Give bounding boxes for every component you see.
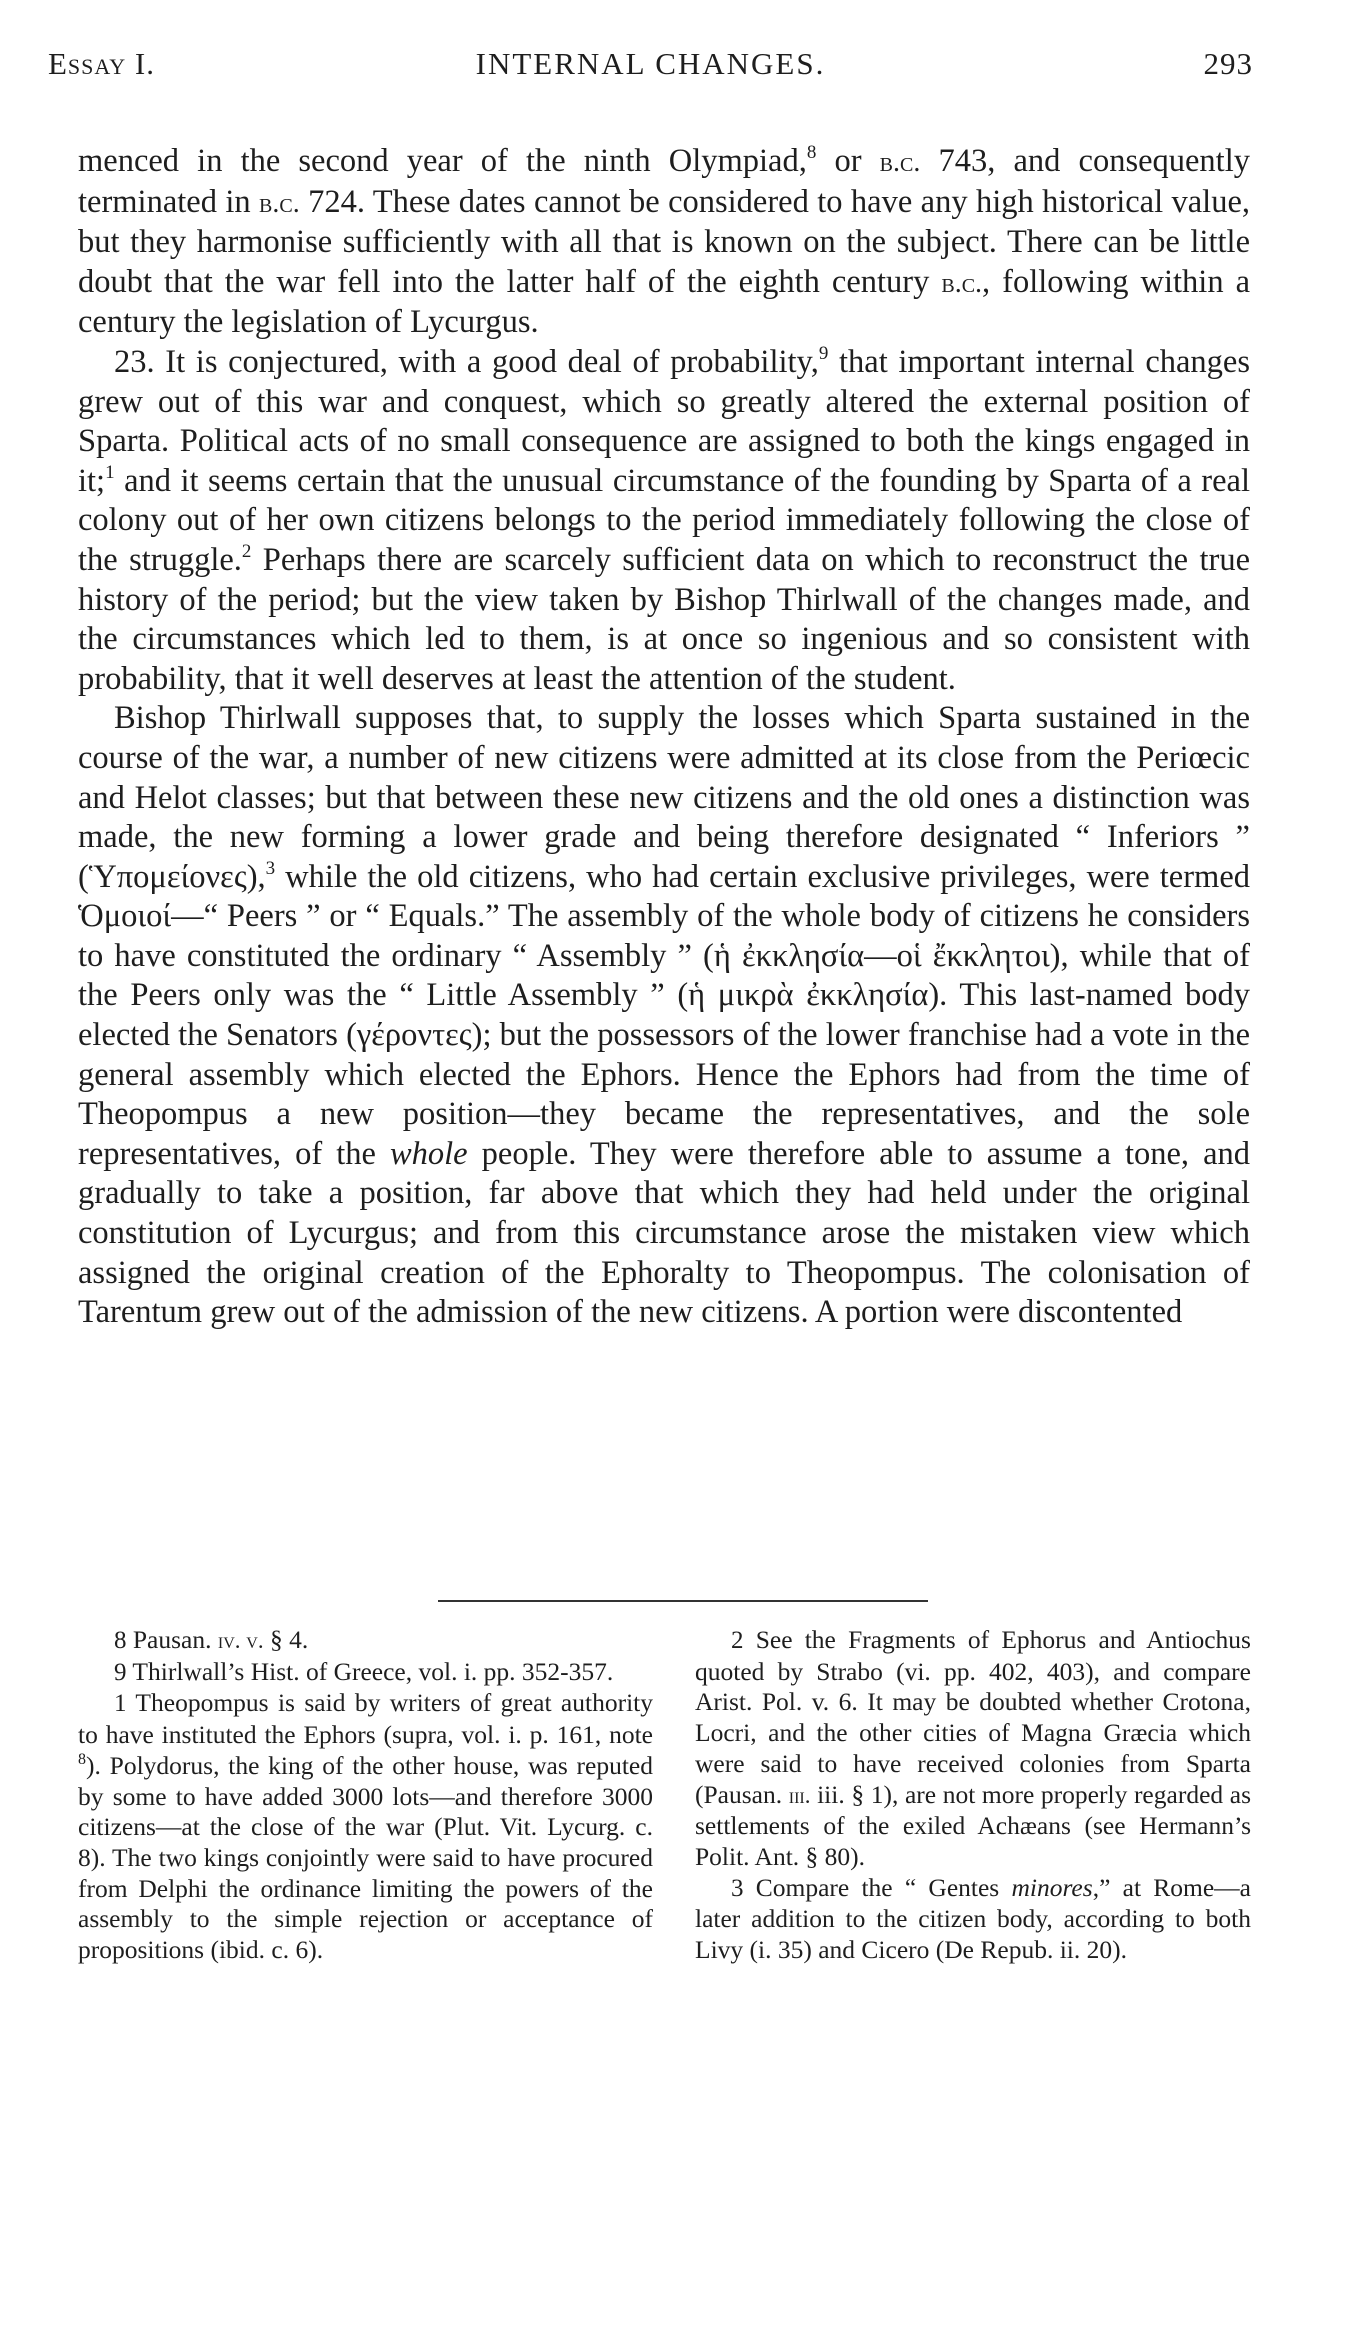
text-run: iv. v. (217, 1628, 264, 1653)
text-run: Thirlwall’s Hist. of Greece, vol. i. pp. 352-357. (126, 1656, 614, 1686)
emphasis: whole (389, 1135, 468, 1172)
text-run: § 4. (263, 1625, 309, 1654)
text-run: that important internal changes grew out of this war and conquest, which so greatly altered the external position of Sparta. Political acts of no small consequence are assigned to both the kings engaged in it; (78, 343, 1250, 499)
footnote-divider (438, 1600, 928, 1602)
footnote-3 (695, 1873, 1251, 1966)
text-run: 724. These dates cannot be considered to have any high historical value, but they harmonise sufficiently with all that is known on the subject. There can be little doubt that the war fell into the latter half of the eighth century (78, 183, 1250, 300)
footnote-mark: 9 (114, 1658, 127, 1686)
footnote-8 (78, 1625, 653, 1657)
page-number: 293 (1203, 46, 1253, 81)
text-run: menced in the second year of the ninth Olympiad, (78, 143, 807, 179)
header-chapter-title: INTERNAL CHANGES. (475, 46, 826, 81)
era-abbrev: b.c. (941, 267, 983, 299)
footnote-mark: 3 (731, 1874, 744, 1902)
running-header (48, 42, 1253, 86)
text-run: Bishop Thirlwall supposes that, to supply the losses which Sparta sustained in the course of the war, a number of new citizens were admitted at its close from the Periœcic and Helot classes; but that between these new citizens and the old ones a distinction was made, the new forming a lower grade and being therefore designated “ Inferiors ” (Ὑπομείονες), (78, 700, 1250, 895)
text-run: ,” at Rome—a later addition to the citizen body, according to both Livy (i. 35) and Cicero (De Repub. ii. 20). (695, 1872, 1251, 1965)
text-run: Perhaps there are scarcely sufficient data on which to reconstruct the true history of the period; but the view taken by Bishop Thirlwall of the changes made, and the circumstances which led to them, is at once so ingenious and so consistent with probability, that it well deserves at least the attention of the student. (78, 541, 1250, 697)
paragraph-2 (78, 343, 1250, 699)
text-run: Compare the “ Gentes (743, 1872, 1012, 1902)
footnote-2 (695, 1625, 1251, 1873)
era-abbrev: b.c. (879, 147, 921, 178)
footnote-mark: 1 (114, 1690, 127, 1718)
footnote-ref-1: 1 (105, 461, 115, 483)
text-run: ). Polydorus, the king of the other house, was reputed by some to have added 3000 lots—and therefore 3000 citizens—at the close of the war (Plut. Vit. Lycurg. c. 8). The two kings conjointly were said to have procured from Delphi the ordinance limiting the powers of the assembly to the simple rejection or acceptance of propositions (ibid. c. 6). (78, 1750, 653, 1965)
text-run: people. They were therefore able to assume a tone, and gradually to take a position, far above that which they had held under the original constitution of Lycurgus; and from this circumstance arose the mistaken view which assigned the original creation of the Ephoralty to Theopompus. The colonisation of Tarentum grew out of the admission of the new citizens. A portion were discontented (78, 1135, 1251, 1331)
footnote-mark: 8 (114, 1627, 127, 1654)
text-run: iii. § 1), are not more properly regarded as settlements of the exiled Achæans (see Hermann’s Polit. Ant. § 80). (695, 1779, 1251, 1871)
text-run: 743, and consequently terminated in (78, 143, 1250, 220)
text-run: and it seems certain that the unusual circumstance of the founding by Sparta of a real colony out of her own citizens belongs to the period immediately following the close of the struggle. (78, 462, 1250, 578)
text-run: See the Fragments of Ephorus and Antiochus quoted by Strabo (vi. pp. 402, 403), and compare Arist. Pol. v. 6. It may be doubted whether Crotona, Locri, and the other cities of Magna Græcia which were said to have received colonies from Sparta (Pausan. (695, 1625, 1251, 1809)
footnotes-left-column (78, 1625, 653, 1966)
paragraph-3 (78, 699, 1250, 1333)
footnote-1 (78, 1688, 653, 1965)
footnote-mark: 2 (731, 1627, 744, 1654)
paragraph-1 (78, 142, 1250, 343)
text-run: iii. (788, 1782, 811, 1808)
note-cross-ref: 8 (78, 1750, 86, 1768)
header-essay-label: Essay I. (48, 46, 155, 81)
text-run: Theopompus is said by writers of great authority to have instituted the Ephors (supra, vol. i. p. 161, note (78, 1688, 653, 1750)
emphasis: minores (1011, 1872, 1093, 1902)
footnote-ref-8: 8 (806, 142, 817, 163)
footnote-ref-3: 3 (265, 857, 276, 879)
text-run: while the old citizens, who had certain exclusive privileges, were termed Ὁμοιοί—“ Peers ” or “ Equals.” The assembly of the whole body of citizens he considers to have constituted the ordinary “ Assembly ” (ἡ ἐκκλησία—οἱ ἔκκλητοι), while that of the Peers only was the “ Little Assembly ” (ἡ μικρὰ ἐκκλησία). This last-named body elected the Senators (γέροντες); but the possessors of the lower franchise had a vote in the general assembly which elected the Ephors. Hence the Ephors had from the time of Theopompus a new position—they became the representatives, and the sole representatives, of the (78, 858, 1250, 1172)
era-abbrev: b.c. (259, 187, 300, 219)
text-run: , following within a century the legislation of Lycurgus. (78, 263, 1250, 341)
main-text (78, 142, 1250, 1333)
footnote-ref-2: 2 (241, 540, 252, 562)
footnote-9 (78, 1657, 653, 1689)
text-run: or (816, 143, 880, 179)
footnotes-right-column (695, 1625, 1251, 1966)
text-run: 23. It is conjectured, with a good deal of probability, (114, 343, 819, 380)
text-run: Pausan. (126, 1625, 218, 1654)
footnote-ref-9: 9 (818, 342, 829, 364)
